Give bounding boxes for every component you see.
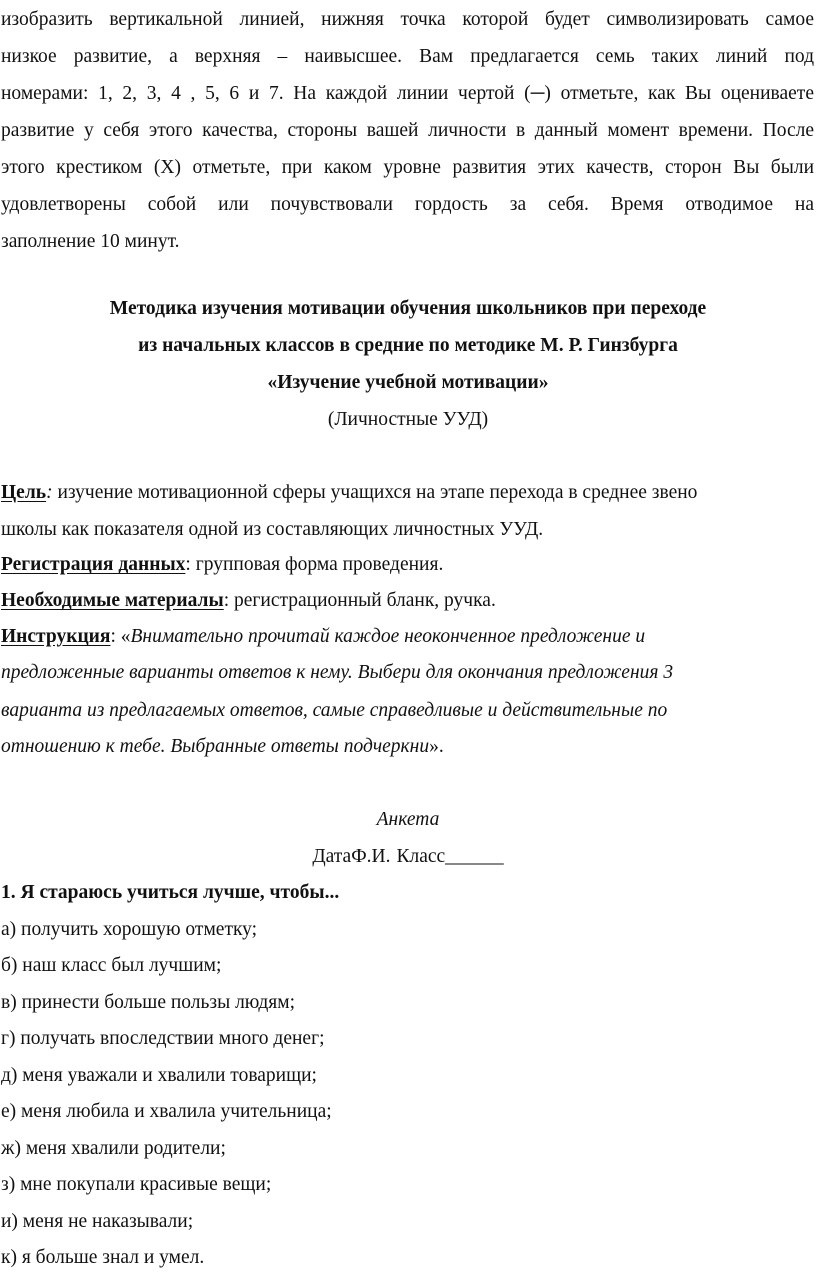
form-title: Анкета [376, 809, 440, 830]
question-1-option-i: и) меня не наказывали; [1, 1211, 194, 1232]
goal-colon: : [46, 482, 53, 503]
fio-label: Ф.И. [351, 846, 391, 867]
question-1-option-a: а) получить хорошую отметку; [1, 919, 258, 940]
question-1-option-e: е) меня любила и хвалила учительница; [1, 1101, 332, 1122]
question-1-option-v: в) принести больше пользы людям; [1, 992, 296, 1013]
question-1-option-d: д) меня уважали и хвалили товарищи; [1, 1065, 317, 1086]
registration-label: Регистрация данных [1, 554, 186, 575]
question-1-title: 1. Я стараюсь учиться лучше, чтобы... [1, 882, 340, 903]
method-title-line-1: Методика изучения мотивации обучения школьников при переходе [109, 298, 707, 319]
instruction-prefix: : « [110, 626, 131, 647]
instruction-label: Инструкция [1, 626, 111, 647]
goal-line-2: школы как показателя одной из составляющих личностных УУД. [1, 519, 544, 540]
instruction-suffix: ». [429, 736, 444, 757]
materials-text: : регистрационный бланк, ручка. [223, 590, 496, 611]
instruction-line-2: предложенные варианты ответов к нему. Выбери для окончания предложения 3 [1, 662, 674, 683]
method-title-line-2: из начальных классов в средние по методике М. Р. Гинзбурга [138, 335, 678, 356]
question-1-option-zh: ж) меня хвалили родители; [1, 1138, 226, 1159]
instruction-line-4 [1, 735, 814, 759]
date-label: Дата [312, 846, 352, 867]
question-1-option-g: г) получать впоследствии много денег; [1, 1028, 325, 1049]
instruction-line-3: варианта из предлагаемых ответов, самые справедливые и действительные по [1, 700, 668, 721]
intro-line-7: заполнение 10 минут. [1, 231, 180, 252]
materials-label: Необходимые материалы [1, 590, 224, 611]
intro-line-6: удовлетворены собой или почувствовали гордость за себя. Время отводимое на [1, 194, 814, 215]
intro-line-5: этого крестиком (Х) отметьте, при каком уровне развития этих качеств, сторон Вы были [1, 157, 814, 178]
intro-line-2: низкое развитие, а верхняя – наивысшее. Вам предлагается семь таких линий под [1, 46, 814, 67]
intro-line-1: изобразить вертикальной линией, нижняя точка которой будет символизировать самое [1, 9, 814, 30]
class-blank: ______ [445, 846, 504, 867]
method-title-line-3: «Изучение учебной мотивации» [267, 372, 549, 393]
instruction-text-1: Внимательно прочитай каждое неоконченное предложение и [130, 626, 646, 647]
question-1-option-k: к) я больше знал и умел. [1, 1247, 205, 1268]
materials-line [1, 589, 814, 613]
goal-label: Цель [1, 482, 47, 503]
goal-line-1 [1, 481, 814, 505]
registration-line [1, 553, 814, 577]
instruction-text-4: отношению к тебе. Выбранные ответы подчеркни [1, 736, 430, 757]
form-fields-line [0, 845, 816, 869]
question-1-option-z: з) мне покупали красивые вещи; [1, 1174, 272, 1195]
method-subtitle: (Личностные УУД) [327, 409, 489, 430]
intro-line-4: развитие у себя этого качества, стороны вашей личности в данный момент времени. После [1, 120, 814, 141]
intro-line-3: номерами: 1, 2, 3, 4 , 5, 6 и 7. На каждой линии чертой (─) отметьте, как Вы оцениваете [1, 83, 814, 104]
goal-text-1: изучение мотивационной сферы учащихся на этапе перехода в среднее звено [52, 482, 698, 503]
class-label: Класс [396, 846, 446, 867]
registration-text: : групповая форма проведения. [185, 554, 444, 575]
instruction-line-1 [1, 625, 814, 649]
question-1-option-b: б) наш класс был лучшим; [1, 955, 222, 976]
